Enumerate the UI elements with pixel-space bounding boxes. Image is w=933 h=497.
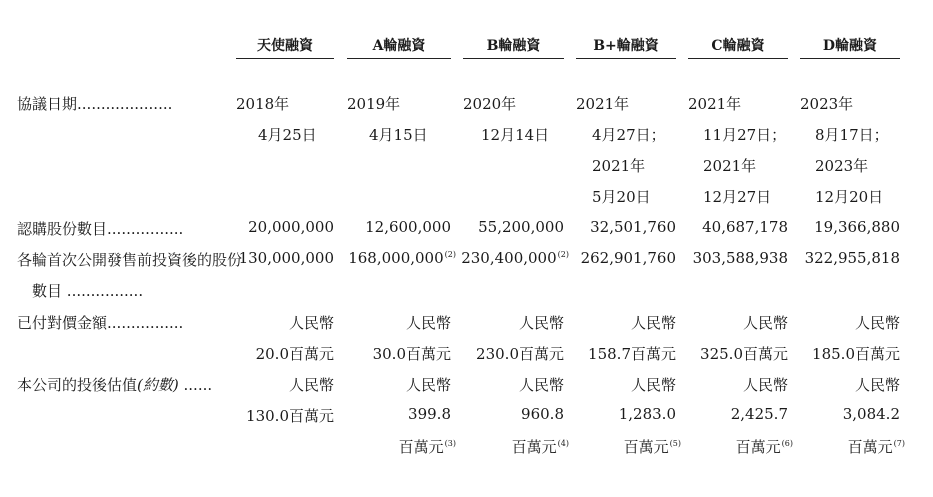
footnote-ref: (4) <box>557 439 569 448</box>
valuation-a: 399.8 <box>408 405 451 423</box>
amount-paid-a: 30.0百萬元 <box>372 345 451 363</box>
valuation-c: 2,425.7 <box>730 405 788 423</box>
shares-after-d: 322,955,818 <box>804 249 900 267</box>
valuation-bplus: 1,283.0 <box>618 405 676 423</box>
shares-after-bplus: 262,901,760 <box>580 249 676 267</box>
valuation-unit-a: 百萬元$^{(3)}$ <box>398 438 456 456</box>
date-c-year2: 2021年 <box>703 157 757 175</box>
date-b-day: 12月14日 <box>481 126 550 144</box>
valuation-b: 960.8 <box>521 405 564 423</box>
amount-paid-bplus: 158.7百萬元 <box>588 345 676 363</box>
header-series-d: D輪融資 <box>800 36 900 59</box>
footnote-ref: (3) <box>444 439 456 448</box>
date-bplus-year1: 2021年 <box>576 95 630 113</box>
valuation-currency-c: 人民幣 <box>742 376 788 394</box>
shares-subscribed-bplus: 32,501,760 <box>590 218 676 236</box>
date-a-day: 4月15日 <box>369 126 428 144</box>
date-angel-year: 2018年 <box>236 95 290 113</box>
date-b-year: 2020年 <box>463 95 517 113</box>
valuation-currency-d: 人民幣 <box>854 376 900 394</box>
amount-currency-d: 人民幣 <box>854 314 900 332</box>
valuation-unit-bplus: 百萬元$^{(5)}$ <box>623 438 681 456</box>
valuation-unit-d: 百萬元$^{(7)}$ <box>847 438 905 456</box>
footnote-ref: (2) <box>444 250 456 259</box>
date-d-year1: 2023年 <box>800 95 854 113</box>
shares-subscribed-c: 40,687,178 <box>702 218 788 236</box>
date-bplus-year2: 2021年 <box>592 157 646 175</box>
shares-after-b: 230,400,000$^{(2)}$ <box>461 249 569 267</box>
amount-paid-b: 230.0百萬元 <box>476 345 564 363</box>
date-d-day1: 8月17日； <box>815 126 889 144</box>
date-a-year: 2019年 <box>347 95 401 113</box>
amount-paid-c: 325.0百萬元 <box>700 345 788 363</box>
date-bplus-day1: 4月27日； <box>592 126 666 144</box>
label-amount-paid: 已付對價金額................ <box>17 314 184 332</box>
label-shares-subscribed: 認購股份數目................ <box>17 220 184 238</box>
header-series-a: A輪融資 <box>347 36 451 59</box>
amount-paid-d: 185.0百萬元 <box>812 345 900 363</box>
shares-after-angel: 130,000,000 <box>238 249 334 267</box>
amount-currency-a: 人民幣 <box>405 314 451 332</box>
date-c-day2: 12月27日 <box>703 188 772 206</box>
date-c-day1: 11月27日； <box>703 126 787 144</box>
label-shares-after-cont: 數目 ................ <box>32 282 144 300</box>
label-agreement-date: 協議日期.................... <box>17 95 173 113</box>
amount-currency-c: 人民幣 <box>742 314 788 332</box>
footnote-ref: (2) <box>557 250 569 259</box>
shares-subscribed-angel: 20,000,000 <box>248 218 334 236</box>
valuation-currency-a: 人民幣 <box>405 376 451 394</box>
valuation-unit-c: 百萬元$^{(6)}$ <box>735 438 793 456</box>
shares-after-c: 303,588,938 <box>692 249 788 267</box>
valuation-d: 3,084.2 <box>842 405 900 423</box>
valuation-currency-bplus: 人民幣 <box>630 376 676 394</box>
footnote-ref: (5) <box>669 439 681 448</box>
label-valuation: 本公司的投後估值(約數) ...... <box>17 376 213 394</box>
valuation-unit-b: 百萬元$^{(4)}$ <box>511 438 569 456</box>
amount-currency-b: 人民幣 <box>518 314 564 332</box>
header-series-c: C輪融資 <box>688 36 788 59</box>
date-c-year1: 2021年 <box>688 95 742 113</box>
header-series-b: B輪融資 <box>463 36 564 59</box>
valuation-angel: 130.0百萬元 <box>246 407 334 425</box>
footnote-ref: (7) <box>893 439 905 448</box>
date-d-day2: 12月20日 <box>815 188 884 206</box>
date-d-year2: 2023年 <box>815 157 869 175</box>
date-angel-day: 4月25日 <box>258 126 317 144</box>
shares-subscribed-b: 55,200,000 <box>478 218 564 236</box>
amount-paid-angel: 20.0百萬元 <box>255 345 334 363</box>
valuation-currency-angel: 人民幣 <box>288 376 334 394</box>
valuation-currency-b: 人民幣 <box>518 376 564 394</box>
shares-subscribed-a: 12,600,000 <box>365 218 451 236</box>
amount-currency-bplus: 人民幣 <box>630 314 676 332</box>
header-angel: 天使融資 <box>236 36 334 59</box>
label-shares-after: 各輪首次公開發售前投資後的股份 <box>17 251 243 269</box>
shares-after-a: 168,000,000$^{(2)}$ <box>348 249 456 267</box>
header-series-b-plus: B+輪融資 <box>576 36 676 59</box>
shares-subscribed-d: 19,366,880 <box>814 218 900 236</box>
date-bplus-day2: 5月20日 <box>592 188 651 206</box>
footnote-ref: (6) <box>781 439 793 448</box>
amount-currency-angel: 人民幣 <box>288 314 334 332</box>
